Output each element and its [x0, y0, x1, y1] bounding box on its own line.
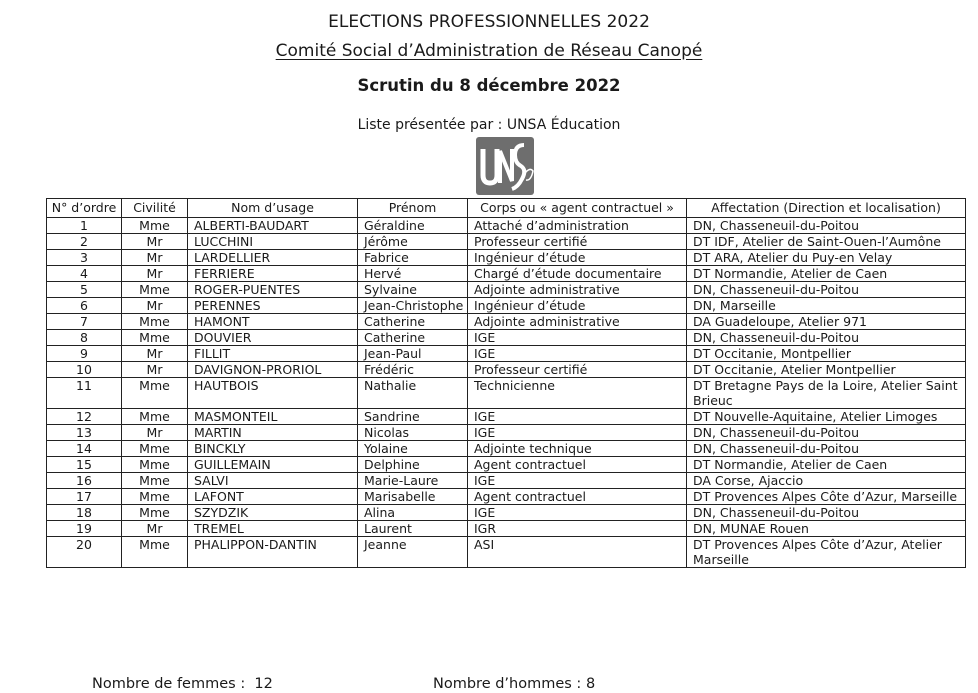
table-row [47, 521, 966, 537]
cell-affectation: DT IDF, Atelier de Saint-Ouen-l’Aumône [687, 234, 966, 250]
cell-corps: Ingénieur d’étude [468, 298, 687, 314]
cell-prenom: Catherine [358, 314, 468, 330]
cell-corps: Agent contractuel [468, 489, 687, 505]
cell-num: 17 [47, 489, 122, 505]
cell-civilite: Mme [122, 457, 188, 473]
cell-civilite: Mme [122, 505, 188, 521]
cell-nom: ROGER-PUENTES [188, 282, 358, 298]
col-header-corps: Corps ou « agent contractuel » [468, 199, 687, 218]
cell-affectation: DT Nouvelle-Aquitaine, Atelier Limoges [687, 409, 966, 425]
cell-prenom: Delphine [358, 457, 468, 473]
table-row [47, 457, 966, 473]
cell-num: 10 [47, 362, 122, 378]
cell-affectation: DA Corse, Ajaccio [687, 473, 966, 489]
table-row [47, 266, 966, 282]
cell-civilite: Mme [122, 218, 188, 234]
cell-nom: HAUTBOIS [188, 378, 358, 409]
cell-affectation: DN, Chasseneuil-du-Poitou [687, 218, 966, 234]
cell-nom: GUILLEMAIN [188, 457, 358, 473]
cell-num: 7 [47, 314, 122, 330]
table-row [47, 298, 966, 314]
cell-prenom: Marie-Laure [358, 473, 468, 489]
cell-affectation: DN, Chasseneuil-du-Poitou [687, 505, 966, 521]
col-header-num: N° d’ordre [47, 199, 122, 218]
cell-prenom: Jean-Paul [358, 346, 468, 362]
cell-corps: IGR [468, 521, 687, 537]
table-row [47, 314, 966, 330]
cell-prenom: Jean-Christophe [358, 298, 468, 314]
table-row [47, 409, 966, 425]
cell-civilite: Mme [122, 441, 188, 457]
table-header-row [47, 199, 966, 218]
candidates-table [46, 198, 966, 568]
cell-civilite: Mr [122, 298, 188, 314]
cell-num: 3 [47, 250, 122, 266]
table-row [47, 362, 966, 378]
cell-affectation: DT Provences Alpes Côte d’Azur, Atelier Marseille [687, 537, 966, 568]
cell-prenom: Géraldine [358, 218, 468, 234]
cell-nom: LAFONT [188, 489, 358, 505]
cell-corps: Adjointe technique [468, 441, 687, 457]
cell-corps: IGE [468, 425, 687, 441]
cell-corps: Ingénieur d’étude [468, 250, 687, 266]
table-row [47, 425, 966, 441]
table-row [47, 441, 966, 457]
document-title: ELECTIONS PROFESSIONNELLES 2022 [328, 12, 650, 32]
cell-nom: LARDELLIER [188, 250, 358, 266]
table-row [47, 489, 966, 505]
cell-nom: HAMONT [188, 314, 358, 330]
cell-civilite: Mr [122, 266, 188, 282]
cell-corps: IGE [468, 409, 687, 425]
cell-prenom: Frédéric [358, 362, 468, 378]
cell-affectation: DT Bretagne Pays de la Loire, Atelier Saint Brieuc [687, 378, 966, 409]
cell-affectation: DT ARA, Atelier du Puy-en Velay [687, 250, 966, 266]
cell-affectation: DT Normandie, Atelier de Caen [687, 266, 966, 282]
cell-prenom: Catherine [358, 330, 468, 346]
cell-affectation: DN, Marseille [687, 298, 966, 314]
cell-civilite: Mr [122, 234, 188, 250]
cell-prenom: Sandrine [358, 409, 468, 425]
cell-corps: Agent contractuel [468, 457, 687, 473]
cell-prenom: Hervé [358, 266, 468, 282]
cell-prenom: Laurent [358, 521, 468, 537]
cell-nom: DAVIGNON-PRORIOL [188, 362, 358, 378]
cell-civilite: Mr [122, 250, 188, 266]
cell-affectation: DT Provences Alpes Côte d’Azur, Marseille [687, 489, 966, 505]
cell-prenom: Nathalie [358, 378, 468, 409]
women-count-label: Nombre de femmes : [92, 676, 246, 692]
cell-num: 19 [47, 521, 122, 537]
cell-corps: Technicienne [468, 378, 687, 409]
cell-prenom: Marisabelle [358, 489, 468, 505]
table-row [47, 473, 966, 489]
cell-nom: DOUVIER [188, 330, 358, 346]
cell-num: 18 [47, 505, 122, 521]
cell-num: 16 [47, 473, 122, 489]
cell-corps: IGE [468, 505, 687, 521]
unsa-logo [476, 137, 534, 195]
cell-nom: TREMEL [188, 521, 358, 537]
cell-num: 9 [47, 346, 122, 362]
cell-num: 5 [47, 282, 122, 298]
cell-corps: Professeur certifié [468, 362, 687, 378]
cell-nom: PERENNES [188, 298, 358, 314]
table-row [47, 537, 966, 568]
cell-civilite: Mr [122, 346, 188, 362]
table-row [47, 378, 966, 409]
table-row [47, 234, 966, 250]
cell-prenom: Jeanne [358, 537, 468, 568]
cell-affectation: DN, Chasseneuil-du-Poitou [687, 282, 966, 298]
cell-civilite: Mme [122, 314, 188, 330]
col-header-prenom: Prénom [358, 199, 468, 218]
table-row [47, 505, 966, 521]
cell-nom: BINCKLY [188, 441, 358, 457]
cell-corps: IGE [468, 330, 687, 346]
cell-affectation: DT Occitanie, Atelier Montpellier [687, 362, 966, 378]
cell-corps: IGE [468, 346, 687, 362]
cell-affectation: DN, Chasseneuil-du-Poitou [687, 425, 966, 441]
cell-affectation: DN, Chasseneuil-du-Poitou [687, 330, 966, 346]
cell-nom: ALBERTI-BAUDART [188, 218, 358, 234]
table-row [47, 346, 966, 362]
table-row [47, 218, 966, 234]
cell-num: 13 [47, 425, 122, 441]
cell-num: 15 [47, 457, 122, 473]
cell-civilite: Mr [122, 362, 188, 378]
cell-civilite: Mme [122, 409, 188, 425]
cell-prenom: Fabrice [358, 250, 468, 266]
cell-corps: ASI [468, 537, 687, 568]
cell-affectation: DN, Chasseneuil-du-Poitou [687, 441, 966, 457]
cell-corps: Adjointe administrative [468, 282, 687, 298]
cell-corps: Chargé d’étude documentaire [468, 266, 687, 282]
cell-prenom: Nicolas [358, 425, 468, 441]
col-header-civilite: Civilité [122, 199, 188, 218]
scrutin-date: Scrutin du 8 décembre 2022 [357, 76, 621, 95]
women-count [92, 676, 273, 692]
cell-num: 1 [47, 218, 122, 234]
cell-civilite: Mme [122, 378, 188, 409]
cell-num: 14 [47, 441, 122, 457]
cell-num: 12 [47, 409, 122, 425]
cell-corps: Adjointe administrative [468, 314, 687, 330]
cell-civilite: Mme [122, 489, 188, 505]
men-count-value: 8 [585, 676, 596, 692]
liste-label: Liste présentée par : UNSA Éducation [357, 117, 621, 133]
table-row [47, 250, 966, 266]
col-header-nom: Nom d’usage [188, 199, 358, 218]
cell-prenom: Alina [358, 505, 468, 521]
cell-nom: MARTIN [188, 425, 358, 441]
cell-num: 20 [47, 537, 122, 568]
cell-prenom: Sylvaine [358, 282, 468, 298]
cell-civilite: Mr [122, 521, 188, 537]
cell-civilite: Mr [122, 425, 188, 441]
cell-affectation: DN, MUNAE Rouen [687, 521, 966, 537]
table-row [47, 282, 966, 298]
cell-nom: PHALIPPON-DANTIN [188, 537, 358, 568]
cell-affectation: DA Guadeloupe, Atelier 971 [687, 314, 966, 330]
cell-num: 4 [47, 266, 122, 282]
cell-nom: LUCCHINI [188, 234, 358, 250]
cell-nom: FILLIT [188, 346, 358, 362]
cell-num: 6 [47, 298, 122, 314]
cell-civilite: Mme [122, 282, 188, 298]
cell-corps: Professeur certifié [468, 234, 687, 250]
cell-num: 11 [47, 378, 122, 409]
cell-civilite: Mme [122, 330, 188, 346]
table-row [47, 330, 966, 346]
cell-affectation: DT Normandie, Atelier de Caen [687, 457, 966, 473]
cell-prenom: Yolaine [358, 441, 468, 457]
cell-nom: SZYDZIK [188, 505, 358, 521]
cell-nom: FERRIERE [188, 266, 358, 282]
cell-corps: Attaché d’administration [468, 218, 687, 234]
cell-nom: SALVI [188, 473, 358, 489]
cell-affectation: DT Occitanie, Montpellier [687, 346, 966, 362]
cell-corps: IGE [468, 473, 687, 489]
cell-prenom: Jérôme [358, 234, 468, 250]
men-count-label: Nombre d’hommes : [433, 676, 582, 692]
col-header-affectation: Affectation (Direction et localisation) [687, 199, 966, 218]
cell-civilite: Mme [122, 473, 188, 489]
document-subtitle: Comité Social d’Administration de Réseau Canopé [275, 41, 703, 61]
cell-num: 8 [47, 330, 122, 346]
cell-num: 2 [47, 234, 122, 250]
women-count-value: 12 [254, 676, 273, 692]
cell-civilite: Mme [122, 537, 188, 568]
cell-nom: MASMONTEIL [188, 409, 358, 425]
men-count [433, 676, 595, 692]
